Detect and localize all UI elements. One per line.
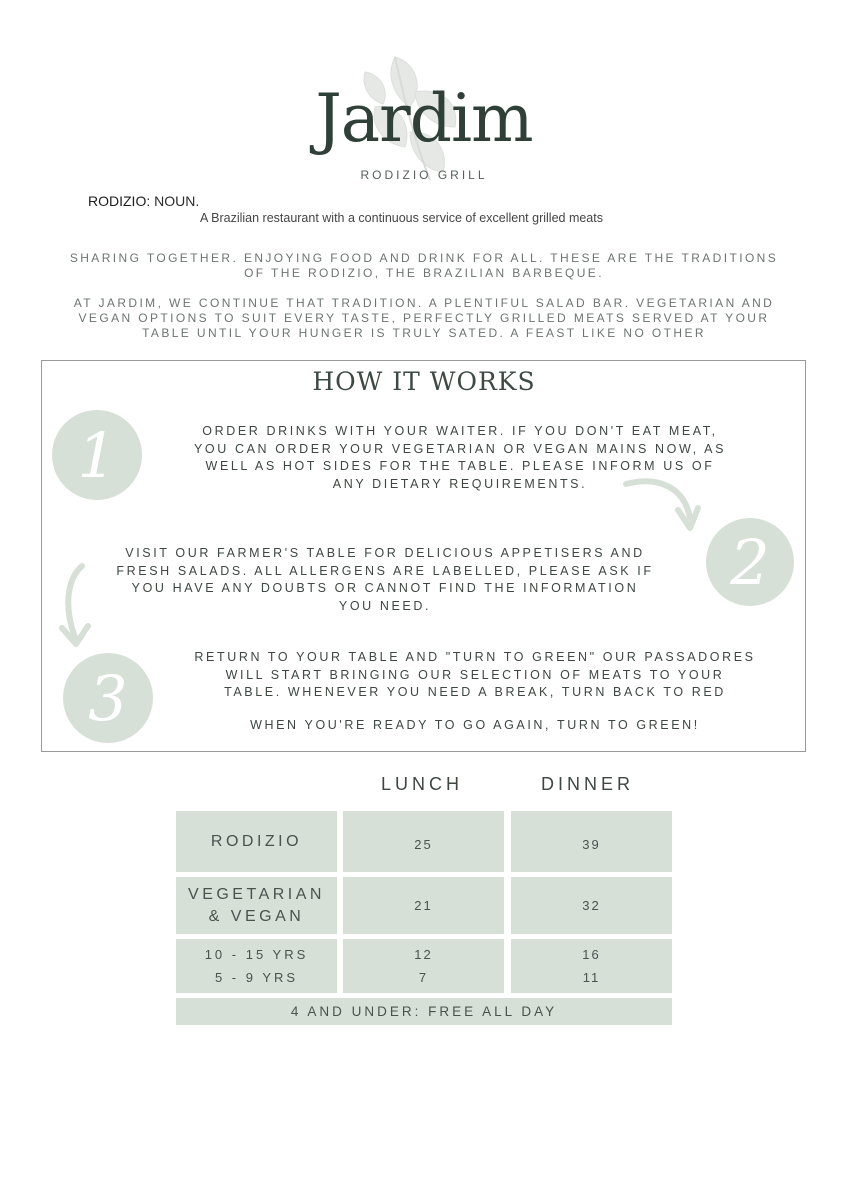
step-2-badge — [706, 518, 794, 606]
price-footer-text: 4 AND UNDER: FREE ALL DAY — [290, 1004, 558, 1019]
definition-meaning: A Brazilian restaurant with a continuous service of excellent grilled meats — [200, 211, 603, 225]
step-1-badge — [52, 410, 142, 500]
price-value: 16 — [582, 947, 601, 962]
step-line: ORDER DRINKS WITH YOUR WAITER. IF YOU DON'T EAT MEAT, — [202, 424, 718, 438]
step-line: VISIT OUR FARMER'S TABLE FOR DELICIOUS APPETISERS AND — [125, 546, 645, 560]
price-cell-lunch — [343, 939, 504, 993]
step-line: WELL AS HOT SIDES FOR THE TABLE. PLEASE INFORM US OF — [205, 459, 715, 473]
price-row-label — [176, 877, 337, 934]
definition-word: RODIZIO: — [88, 193, 151, 209]
price-value: 25 — [414, 837, 433, 852]
price-cell-dinner — [511, 939, 672, 993]
step-line: YOU CAN ORDER YOUR VEGETARIAN OR VEGAN MAINS NOW, AS — [193, 441, 727, 456]
price-cell-lunch — [343, 811, 504, 872]
step-line: YOU HAVE ANY DOUBTS OR CANNOT FIND THE INFORMATION — [131, 581, 639, 595]
price-row-label — [176, 811, 337, 872]
price-value: 39 — [582, 837, 601, 852]
step-3-badge — [63, 653, 153, 743]
intro-line: OF THE RODIZIO, THE BRAZILIAN BARBEQUE. — [244, 266, 604, 280]
price-value: 11 — [582, 970, 601, 985]
step-3-text — [160, 649, 790, 702]
row-label-line: RODIZIO — [210, 832, 303, 850]
step-number: 2 — [730, 525, 770, 599]
price-value: 21 — [414, 898, 433, 913]
price-cell-dinner — [511, 811, 672, 872]
restaurant-logo: Jardim — [315, 80, 533, 157]
definition-pos: NOUN. — [150, 193, 200, 209]
step-line: WILL START BRINGING OUR SELECTION OF MEATS TO YOUR — [225, 667, 725, 682]
step-number: 3 — [88, 661, 128, 735]
price-cell-dinner — [511, 877, 672, 934]
how-it-works-title: HOW IT WORKS — [312, 367, 536, 396]
intro-line: VEGAN OPTIONS TO SUIT EVERY TASTE, PERFECTLY GRILLED MEATS SERVED AT YOUR — [78, 311, 770, 325]
price-value: 7 — [418, 970, 429, 985]
price-row-label — [176, 939, 337, 993]
intro-line: TABLE UNTIL YOUR HUNGER IS TRULY SATED. A FEAST LIKE NO OTHER — [142, 326, 706, 340]
intro-paragraph-2 — [40, 296, 808, 341]
row-label-line: VEGETARIAN — [188, 885, 325, 903]
step-number: 1 — [77, 418, 117, 492]
intro-line: AT JARDIM, WE CONTINUE THAT TRADITION. A PLENTIFUL SALAD BAR. VEGETARIAN AND — [73, 296, 775, 310]
price-value: 32 — [582, 898, 601, 913]
curved-arrow-down-icon — [54, 560, 104, 652]
column-header-lunch: LUNCH — [381, 774, 464, 794]
curved-arrow-right-icon — [622, 474, 702, 536]
row-label-line: 5 - 9 YRS — [214, 970, 299, 985]
step-line: YOU NEED. — [338, 598, 432, 613]
price-cell-lunch — [343, 877, 504, 934]
step-line: FRESH SALADS. ALL ALLERGENS ARE LABELLED, PLEASE ASK IF — [116, 563, 654, 578]
definition-term — [88, 193, 199, 209]
logo-tagline: RODIZIO GRILL — [360, 168, 488, 182]
step-line: RETURN TO YOUR TABLE AND "TURN TO GREEN" OUR PASSADORES — [194, 650, 756, 664]
row-label-line: & VEGAN — [208, 907, 305, 925]
step-2-text — [80, 545, 690, 615]
step-line: ANY DIETARY REQUIREMENTS. — [332, 476, 588, 491]
intro-line: SHARING TOGETHER. ENJOYING FOOD AND DRINK FOR ALL. THESE ARE THE TRADITIONS — [69, 251, 779, 265]
row-label-line: 10 - 15 YRS — [204, 947, 309, 962]
column-header-dinner: DINNER — [541, 774, 635, 794]
price-value: 12 — [414, 947, 433, 962]
step-line: TABLE. WHENEVER YOU NEED A BREAK, TURN BACK TO RED — [224, 685, 726, 699]
intro-paragraph-1 — [40, 251, 808, 281]
step-3-note: WHEN YOU'RE READY TO GO AGAIN, TURN TO GREEN! — [250, 718, 700, 732]
price-footer — [176, 998, 672, 1025]
